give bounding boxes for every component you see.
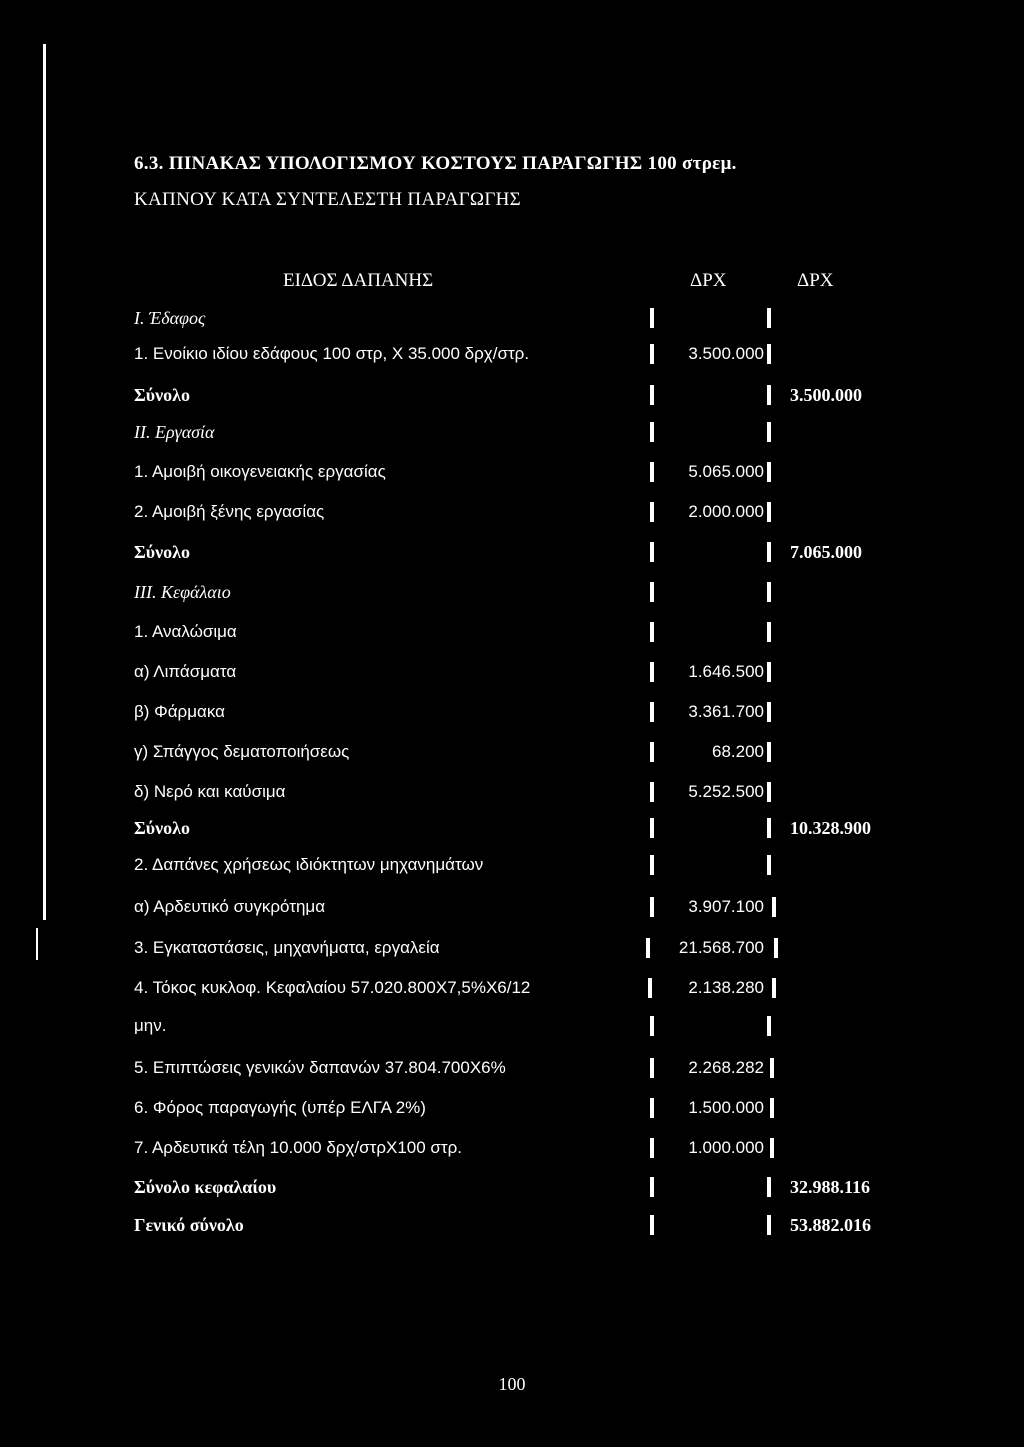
table-row: [0, 342, 1024, 370]
column-separator: [650, 502, 654, 522]
row-value: 2.138.280: [688, 978, 764, 997]
row-value: 5.065.000: [688, 462, 764, 481]
table-row: [0, 660, 1024, 688]
header-col1: ΔΡΧ: [690, 270, 727, 291]
row-value: 3.361.700: [688, 702, 764, 721]
row-label: β) Φάρμακα: [134, 702, 225, 721]
column-separator: [774, 938, 778, 958]
row-label: α) Αρδευτικό συγκρότημα: [134, 897, 326, 916]
table-row: [0, 700, 1024, 728]
column-separator: [767, 422, 771, 442]
column-separator: [650, 422, 654, 442]
table-row: [0, 895, 1024, 923]
column-separator: [767, 622, 771, 642]
column-separator: [767, 1016, 771, 1036]
table-row: [0, 420, 1024, 448]
row-total: 3.500.000: [790, 385, 862, 405]
row-value: 68.200: [712, 742, 764, 761]
row-label: Σύνολο: [134, 542, 190, 562]
row-label: 2. Δαπάνες χρήσεως ιδιόκτητων μηχανημάτων: [134, 855, 484, 874]
row-value: 21.568.700: [678, 938, 764, 957]
row-label: μην.: [134, 1016, 167, 1035]
table-row: [0, 1136, 1024, 1164]
column-separator: [767, 782, 771, 802]
column-separator: [650, 462, 654, 482]
column-separator: [650, 308, 654, 328]
column-separator: [650, 855, 654, 875]
row-label: 1. Ενοίκιο ιδίου εδάφους 100 στρ, Χ 35.000 δρχ/στρ.: [134, 344, 530, 363]
table-row: [0, 620, 1024, 648]
table-title-line1: 6.3. ΠΙΝΑΚΑΣ ΥΠΟΛΟΓΙΣΜΟΥ ΚΟΣΤΟΥΣ ΠΑΡΑΓΩΓΗΣ 100 στρεμ.: [134, 153, 737, 174]
table-row: [0, 1056, 1024, 1084]
row-label: Ι. Έδαφος: [134, 308, 206, 328]
column-separator: [650, 1016, 654, 1036]
table-row: [0, 976, 1024, 1004]
table-row: [0, 1213, 1024, 1241]
row-total: 7.065.000: [790, 542, 862, 562]
table-row: [0, 936, 1024, 964]
column-separator: [650, 1215, 654, 1235]
table-row: [0, 1014, 1024, 1042]
column-separator: [650, 782, 654, 802]
row-label: Γενικό σύνολο: [134, 1215, 244, 1235]
table-row: [0, 1096, 1024, 1124]
row-label: 6. Φόρος παραγωγής (υπέρ ΕΛΓΑ 2%): [134, 1098, 426, 1117]
column-separator: [650, 662, 654, 682]
column-separator: [767, 1177, 771, 1197]
row-label: Σύνολο: [134, 818, 190, 838]
row-value: 5.252.500: [688, 782, 764, 801]
column-separator: [650, 622, 654, 642]
column-separator: [650, 344, 654, 364]
column-separator: [650, 1138, 654, 1158]
column-separator: [767, 502, 771, 522]
column-separator: [772, 978, 776, 998]
header-col2: ΔΡΧ: [797, 270, 834, 291]
column-separator: [767, 702, 771, 722]
table-title-line2: ΚΑΠΝΟΥ ΚΑΤΑ ΣΥΝΤΕΛΕΣΤΗ ΠΑΡΑΓΩΓΗΣ: [134, 189, 521, 210]
row-value: 1.500.000: [688, 1098, 764, 1117]
column-separator: [650, 897, 654, 917]
column-separator: [767, 385, 771, 405]
row-value: 1.000.000: [688, 1138, 764, 1157]
column-separator: [767, 662, 771, 682]
table-row: [0, 816, 1024, 844]
table-row: [0, 853, 1024, 881]
row-label: ΙΙΙ. Κεφάλαιο: [134, 582, 231, 602]
row-label: γ) Σπάγγος δεματοποιήσεως: [134, 742, 350, 761]
column-separator: [770, 1098, 774, 1118]
row-label: 1. Αμοιβή οικογενειακής εργασίας: [134, 462, 386, 481]
column-separator: [772, 897, 776, 917]
header-expense-type: ΕΙΔΟΣ ΔΑΠΑΝΗΣ: [283, 270, 434, 291]
column-separator: [646, 938, 650, 958]
column-separator: [650, 385, 654, 405]
column-separator: [767, 742, 771, 762]
column-separator: [650, 1177, 654, 1197]
row-label: 4. Τόκος κυκλοφ. Κεφαλαίου 57.020.800Χ7,5%Χ6/12: [134, 978, 531, 997]
row-label: 5. Επιπτώσεις γενικών δαπανών 37.804.700Χ6%: [134, 1058, 506, 1077]
row-label: 2. Αμοιβή ξένης εργασίας: [134, 502, 325, 521]
column-separator: [650, 742, 654, 762]
row-label: δ) Νερό και καύσιμα: [134, 782, 286, 801]
row-label: Σύνολο κεφαλαίου: [134, 1177, 277, 1197]
table-row: [0, 500, 1024, 528]
column-separator: [650, 582, 654, 602]
row-label: 3. Εγκαταστάσεις, μηχανήματα, εργαλεία: [134, 938, 440, 957]
table-row: [0, 740, 1024, 768]
column-separator: [650, 1098, 654, 1118]
column-separator: [650, 542, 654, 562]
table-row: [0, 306, 1024, 334]
row-label: ΙΙ. Εργασία: [134, 422, 215, 442]
row-value: 1.646.500: [688, 662, 764, 681]
column-separator: [767, 582, 771, 602]
row-total: 53.882.016: [790, 1215, 871, 1235]
column-separator: [650, 702, 654, 722]
table-row: [0, 580, 1024, 608]
table-row: [0, 540, 1024, 568]
column-separator: [650, 818, 654, 838]
column-separator: [770, 1138, 774, 1158]
row-total: 10.328.900: [790, 818, 871, 838]
column-separator: [767, 855, 771, 875]
column-separator: [767, 344, 771, 364]
row-value: 2.000.000: [688, 502, 764, 521]
column-separator: [767, 308, 771, 328]
column-separator: [767, 818, 771, 838]
row-label: Σύνολο: [134, 385, 190, 405]
row-label: α) Λιπάσματα: [134, 662, 237, 681]
column-separator: [770, 1058, 774, 1078]
row-label: 1. Αναλώσιμα: [134, 622, 237, 641]
table-row: [0, 1175, 1024, 1203]
column-separator: [767, 1215, 771, 1235]
table-row: [0, 460, 1024, 488]
row-total: 32.988.116: [790, 1177, 871, 1197]
table-row: [0, 383, 1024, 411]
column-separator: [767, 462, 771, 482]
row-value: 3.907.100: [688, 897, 764, 916]
column-separator: [767, 542, 771, 562]
row-label: 7. Αρδευτικά τέλη 10.000 δρχ/στρΧ100 στρ.: [134, 1138, 463, 1157]
table-row: [0, 780, 1024, 808]
column-separator: [650, 1058, 654, 1078]
row-value: 3.500.000: [688, 344, 764, 363]
row-value: 2.268.282: [688, 1058, 764, 1077]
page-number: 100: [498, 1374, 526, 1394]
column-separator: [648, 978, 652, 998]
